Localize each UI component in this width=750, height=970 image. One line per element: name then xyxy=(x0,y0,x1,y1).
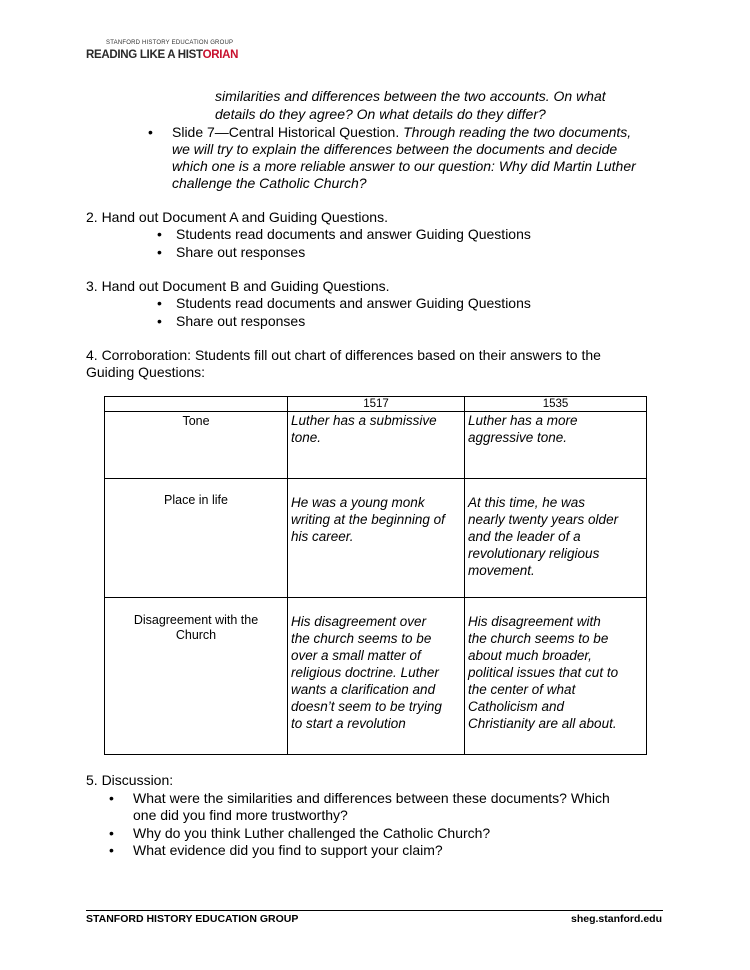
footer-rule xyxy=(86,910,663,911)
logo-title-o: O xyxy=(202,49,212,61)
intro-cont-line1: similarities and differences between the two accounts. On what xyxy=(215,88,606,104)
cell-line: political issues that cut to xyxy=(468,665,619,680)
cell-1517 xyxy=(288,598,465,755)
step5-q2: Why do you think Luther challenged the Catholic Church? xyxy=(133,825,491,841)
cell-line: nearly twenty years older xyxy=(468,512,619,527)
cell-line: He was a young monk xyxy=(291,495,425,510)
chart-header-1517: 1517 xyxy=(288,397,465,412)
logo-title-part1: READING LIKE A HIST xyxy=(86,49,203,61)
cell-line: doesn’t seem to be trying xyxy=(291,699,442,714)
cell-line: to start a revolution xyxy=(291,716,406,731)
row-label-line: Place in life xyxy=(164,493,228,507)
bullet-icon: • xyxy=(109,842,114,858)
cell-line: writing at the beginning of xyxy=(291,512,445,527)
step5-q1-line2: one did you find more trustworthy? xyxy=(133,807,348,823)
cell-line: At this time, he was xyxy=(468,495,586,510)
row-label-line: Disagreement with the xyxy=(133,613,259,627)
step3-heading: 3. Hand out Document B and Guiding Questions. xyxy=(86,278,390,294)
corroboration-chart xyxy=(104,396,647,755)
cell-line: Luther has a more xyxy=(468,413,578,428)
step4-line2: Guiding Questions: xyxy=(86,364,206,380)
chart-row-tone xyxy=(105,412,647,479)
bullet-icon: • xyxy=(109,790,114,806)
step5-q3: What evidence did you find to support your claim? xyxy=(133,842,443,858)
cell-line: tone. xyxy=(291,430,322,445)
step5-heading: 5. Discussion: xyxy=(86,772,174,788)
cell-1517 xyxy=(288,412,465,479)
step3-bullet-1: Students read documents and answer Guiding Questions xyxy=(176,295,531,311)
bullet-icon: • xyxy=(157,295,162,311)
logo xyxy=(86,40,256,70)
cell-line: Luther has a submissive xyxy=(291,413,437,428)
slide7-line3: which one is a more reliable answer to our question: Why did Martin Luther xyxy=(172,158,636,174)
cell-1535 xyxy=(465,412,647,479)
cell-line: about much broader, xyxy=(468,648,592,663)
cell-line: aggressive tone. xyxy=(468,430,568,445)
cell-line: and the leader of a xyxy=(468,529,581,544)
cell-line: His disagreement with xyxy=(468,614,601,629)
row-label xyxy=(105,412,288,479)
slide7-line4: challenge the Catholic Church? xyxy=(172,175,367,191)
step4-line1: 4. Corroboration: Students fill out chart of differences based on their answers to the xyxy=(86,347,601,363)
bullet-icon: • xyxy=(157,244,162,260)
cell-1535 xyxy=(465,479,647,598)
step5-q1-line1: What were the similarities and differences between these documents? Which xyxy=(133,790,610,806)
cell-1517 xyxy=(288,479,465,598)
bullet-icon: • xyxy=(157,226,162,242)
step2-heading: 2. Hand out Document A and Guiding Questions. xyxy=(86,209,388,225)
row-label-line: Church xyxy=(175,628,217,642)
cell-line: religious doctrine. Luther xyxy=(291,665,439,680)
cell-line: his career. xyxy=(291,529,354,544)
intro-cont-line2: details do they agree? On what details do they differ? xyxy=(215,106,546,122)
logo-title xyxy=(86,49,238,61)
cell-line: revolutionary religious xyxy=(468,546,600,561)
step3-bullet-2: Share out responses xyxy=(176,313,306,329)
bullet-icon: • xyxy=(157,313,162,329)
cell-line: over a small matter of xyxy=(291,648,421,663)
cell-line: His disagreement over xyxy=(291,614,427,629)
row-label xyxy=(105,598,288,755)
slide7-plain: Slide 7—Central Historical Question. xyxy=(172,124,400,140)
cell-line: Christianity are all about. xyxy=(468,716,617,731)
chart-header-1535: 1535 xyxy=(465,397,647,412)
cell-line: the church seems to be xyxy=(291,631,432,646)
step2-bullet-1: Students read documents and answer Guiding Questions xyxy=(176,226,531,242)
cell-line: Catholicism and xyxy=(468,699,565,714)
bullet-icon: • xyxy=(148,124,153,140)
footer-org: STANFORD HISTORY EDUCATION GROUP xyxy=(86,913,299,925)
chart-row-place-in-life xyxy=(105,479,647,598)
cell-line: the center of what xyxy=(468,682,576,697)
cell-line: wants a clarification and xyxy=(291,682,436,697)
bullet-icon: • xyxy=(109,825,114,841)
chart-header-row xyxy=(105,397,647,412)
footer-url: sheg.stanford.edu xyxy=(570,913,662,925)
slide7-line2: we will try to explain the differences between the documents and decide xyxy=(172,141,618,157)
chart-header-blank xyxy=(105,397,288,412)
slide7-line1 xyxy=(172,124,631,141)
cell-line: the church seems to be xyxy=(468,631,609,646)
cell-1535 xyxy=(465,598,647,755)
row-label-line: Tone xyxy=(182,414,210,428)
logo-title-part2: RIAN xyxy=(211,49,239,61)
slide7-italic: Through reading the two documents, xyxy=(403,124,632,140)
logo-org-text: STANFORD HISTORY EDUCATION GROUP xyxy=(106,40,234,46)
cell-line: movement. xyxy=(468,563,535,578)
step2-bullet-2: Share out responses xyxy=(176,244,306,260)
chart-row-disagreement xyxy=(105,598,647,755)
row-label xyxy=(105,479,288,598)
